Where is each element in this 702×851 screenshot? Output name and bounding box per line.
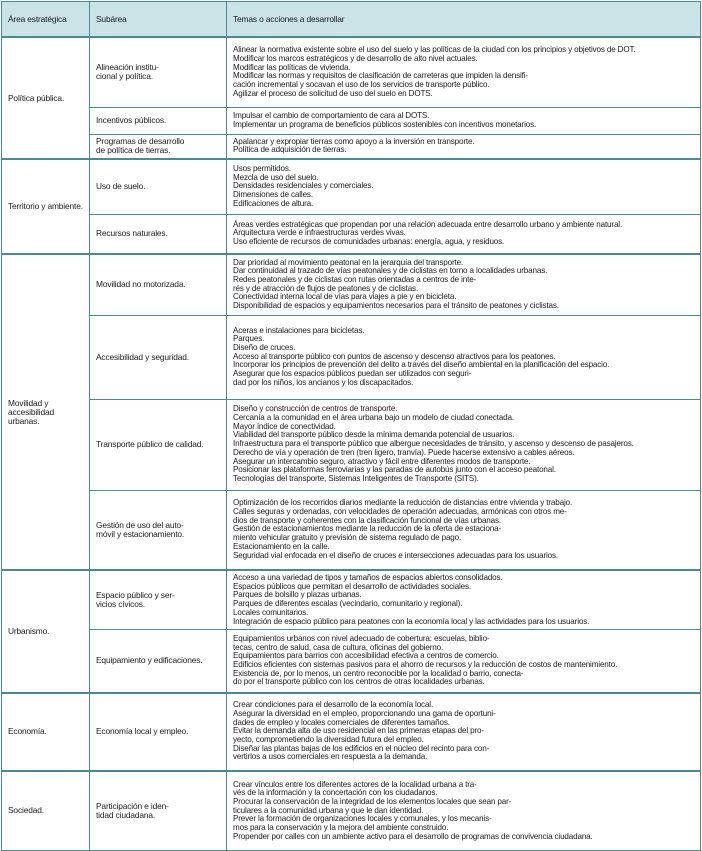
action-item: Áreas verdes estratégicas que propendan por una relación adecuada entre desarrollo urbano y ambiente natural. bbox=[233, 219, 623, 229]
action-item: Diseño y construcción de centros de transporte. bbox=[233, 404, 398, 414]
subarea-label-line: Economía local y empleo. bbox=[96, 726, 189, 737]
header-area-label: Área estratégica bbox=[8, 13, 67, 24]
table-row bbox=[2, 490, 701, 570]
subarea-label-line: Transporte público de calidad. bbox=[96, 439, 204, 449]
subarea-label-line: Alineación institu- bbox=[96, 62, 159, 73]
action-item: Optimización de los recorridos diarios mediante la reducción de distancias entre vivienda y trabajo. bbox=[233, 498, 573, 508]
action-item: Tecnologías del transporte, Sistemas Inteligentes de Transporte (SITS). bbox=[233, 473, 479, 483]
action-item: tecas, centro de salud, casa de cultura, oficinas del gobierno. bbox=[233, 642, 444, 652]
action-item: Usos permitidos. bbox=[233, 163, 291, 173]
subarea-label-line: Uso de suelo. bbox=[96, 181, 146, 192]
action-item: ticulares a la comunidad urbana y que le dan identidad. bbox=[233, 805, 424, 815]
action-item: Edificios eficientes con sistemas pasivos para el ahorro de recursos y la reducción de costos de mantenimiento. bbox=[233, 659, 618, 669]
action-item: Apalancar y expropiar tierras como apoyo a la inversión en transporte. bbox=[233, 136, 475, 146]
action-item: Integración de espacio público para peatones con la economía local y las actividades para los usuarios. bbox=[233, 616, 590, 626]
action-item: Crear vínculos entre los diferentes actores de la localidad urbana a tra- bbox=[233, 779, 477, 789]
subarea-label-line: cional y política. bbox=[96, 71, 153, 82]
action-item: Conectividad interna local de vías para viajes a pie y en bicicleta. bbox=[233, 292, 457, 302]
action-item: Gestión de estacionamientos mediante la reducción de la oferta de estaciona- bbox=[233, 524, 502, 534]
table-row bbox=[2, 214, 701, 254]
action-item: Crear condiciones para el desarrollo de la economía local. bbox=[233, 700, 434, 710]
table-row bbox=[2, 693, 701, 771]
area-label: Política pública. bbox=[8, 92, 65, 103]
action-item: Asegurar la diversidad en el empleo, proporcionando una gama de oportuni- bbox=[233, 708, 496, 718]
table-row bbox=[2, 107, 701, 134]
subarea-label-line: Programas de desarrollo bbox=[96, 136, 185, 147]
action-item: Asegurar un intercambio seguro, atractivo y fácil entre diferentes modos de transporte. bbox=[233, 456, 531, 466]
area-label: Economía. bbox=[8, 726, 47, 737]
action-item: dios de transporte y coherentes con la clasificación funcional de vías urbanas. bbox=[233, 515, 501, 525]
area-cell bbox=[2, 254, 90, 570]
action-item: Existencia de, por lo menos, un centro reconocible por la localidad o barrio, conecta- bbox=[233, 668, 524, 678]
action-item: Uso eficiente de recursos de comunidades urbanas: energía, agua, y residuos. bbox=[233, 237, 505, 247]
actions-cell bbox=[227, 37, 701, 107]
actions-cell bbox=[227, 159, 701, 214]
actions-cell bbox=[227, 570, 701, 630]
action-item: vertirlos a usos comerciales en respuesta a la demanda. bbox=[233, 752, 428, 762]
action-item: Dar prioridad al movimiento peatonal en la jerarquía del transporte. bbox=[233, 257, 464, 267]
actions-cell bbox=[227, 107, 701, 134]
action-item: Dar continuidad al trazado de vías peatonales y de ciclistas en torno a localidades urbanas. bbox=[233, 266, 548, 276]
action-item: Posicionar las plataformas ferroviarias y las paradas de autobús junto con el acceso peatonal. bbox=[233, 465, 556, 475]
area-cell bbox=[2, 570, 90, 693]
action-item: Prever la formación de organizaciones locales y comunales, y los mecanis- bbox=[233, 814, 492, 824]
subarea-label-line: Espacio público y ser- bbox=[96, 590, 175, 601]
action-item: Impulsar el cambio de comportamiento de cara al DOTS. bbox=[233, 110, 430, 120]
subarea-cell bbox=[90, 134, 227, 159]
action-item: Seguridad vial enfocada en el diseño de cruces e intersecciones adecuadas para los usuarios. bbox=[233, 550, 559, 560]
header-subarea: Subárea bbox=[90, 2, 227, 38]
subarea-cell bbox=[90, 315, 227, 399]
action-item: Asegurar que los espacios públicos puedan ser utilizados con seguri- bbox=[233, 369, 472, 379]
action-item: Dimensiones de calles. bbox=[233, 190, 313, 200]
action-item: miento vehicular gratuito y previsión de sistema regulado de pago. bbox=[233, 533, 462, 543]
action-item: rés y de atracción de flujos de peatones y de ciclistas. bbox=[233, 283, 419, 293]
table-row bbox=[2, 159, 701, 214]
header-area bbox=[2, 2, 90, 38]
subarea-label-line: Participación e iden- bbox=[96, 800, 169, 811]
action-item: Parques. bbox=[233, 334, 265, 344]
subarea-label-line: de política de tierras. bbox=[96, 145, 171, 156]
action-item: Acceso a una variedad de tipos y tamaños de espacios abiertos consolidados. bbox=[233, 573, 503, 582]
subarea-cell bbox=[90, 570, 227, 630]
action-item: Alinear la normativa existente sobre el uso del suelo y las políticas de la ciudad con los principios y objetivos de DOT. bbox=[233, 45, 636, 55]
action-item: Diseñar las plantas bajas de los edificios en el núcleo del recinto para con- bbox=[233, 743, 490, 753]
area-label: Urbanismo. bbox=[8, 625, 50, 636]
action-item: Cercanía a la comunidad en el área urbana bajo un modelo de ciudad conectada. bbox=[233, 413, 514, 423]
action-item: yecto, comprometiendo la diversidad futura del empleo. bbox=[233, 735, 424, 745]
area-label: Movilidad y accesibilidad urbanas. bbox=[8, 397, 55, 426]
action-item: mos para la conservación y la mejora del ambiente construido. bbox=[233, 823, 449, 833]
subarea-label-line: Incentivos públicos. bbox=[96, 115, 167, 125]
action-item: cación incremental y socavan el uso de los servicios de transporte público. bbox=[233, 79, 490, 89]
strategic-areas-table bbox=[1, 1, 701, 851]
action-item: dad por los niños, los ancianos y los discapacitados. bbox=[233, 377, 414, 387]
action-item: Derecho de vía y operación de tren (tren ligero, tranvía). Puede hacerse extensivo a cables aéreos. bbox=[233, 447, 575, 457]
action-item: Edificaciones de altura. bbox=[233, 198, 314, 208]
subarea-label-line: Recursos naturales. bbox=[96, 228, 168, 239]
subarea-cell bbox=[90, 771, 227, 851]
table-row bbox=[2, 630, 701, 693]
action-item: Evitar la demanda alta de uso residencial en las primeras etapas del pro- bbox=[233, 726, 484, 736]
action-item: Redes peatonales y de ciclistas con rutas orientadas a centros de inte- bbox=[233, 275, 477, 285]
area-cell bbox=[2, 159, 90, 254]
action-item: Arquitectura verde e infraestructuras verdes vivas. bbox=[233, 228, 406, 238]
area-cell bbox=[2, 37, 90, 159]
area-label: Territorio y ambiente. bbox=[8, 201, 83, 211]
action-item: Aceras e instalaciones para bicicletas. bbox=[233, 325, 365, 335]
action-item: Densidades residenciales y comerciales. bbox=[233, 181, 374, 191]
action-item: Parques de bolsillo y plazas urbanas. bbox=[233, 590, 362, 600]
subarea-label-line: tidad ciudadana. bbox=[96, 809, 156, 820]
actions-cell bbox=[227, 630, 701, 693]
action-item: Equipamientos para barrios con accesibilidad efectiva a centros de comercio. bbox=[233, 651, 499, 661]
table-row bbox=[2, 315, 701, 399]
subarea-label-line: Accesibilidad y seguridad. bbox=[96, 351, 189, 362]
action-item: Agilizar el proceso de solicitud de uso del suelo en DOTS. bbox=[233, 88, 433, 98]
subarea-cell bbox=[90, 630, 227, 693]
action-item: Estacionamiento en la calle. bbox=[233, 541, 330, 551]
action-item: Política de adquisición de tierras. bbox=[233, 145, 347, 155]
subarea-cell bbox=[90, 490, 227, 570]
action-item: Calles seguras y ordenadas, con velocidades de operación adecuadas, armónicas con otros me- bbox=[233, 506, 567, 516]
subarea-label-line: Movilidad no motorizada. bbox=[96, 279, 186, 290]
action-item: Infraestructura para el transporte público que albergue necesidades de tránsito, y ascenso y descenso de pasajeros. bbox=[233, 439, 634, 449]
action-item: Incorporar los principios de prevención del delito a través del diseño ambiental en la planificación del espacio. bbox=[233, 360, 610, 370]
area-label: Sociedad. bbox=[8, 805, 44, 816]
action-item: Diseño de cruces. bbox=[233, 342, 296, 352]
actions-cell bbox=[227, 771, 701, 851]
table-row bbox=[2, 399, 701, 490]
table-row bbox=[2, 37, 701, 107]
action-item: Viabilidad del transporte público desde la mínima demanda potencial de usuarios. bbox=[233, 430, 515, 440]
action-item: Mezcla de uso del suelo. bbox=[233, 172, 319, 182]
subarea-cell bbox=[90, 693, 227, 771]
action-item: Parques de diferentes escalas (vecindario, comunitario y regional). bbox=[233, 599, 463, 609]
table-header-row bbox=[2, 2, 701, 38]
action-item: Modificar los marcos estratégicos y de desarrollo de alto nivel actuales. bbox=[233, 53, 478, 63]
actions-cell bbox=[227, 214, 701, 254]
actions-cell bbox=[227, 134, 701, 159]
subarea-cell bbox=[90, 107, 227, 134]
action-item: vés de la información y la concertación con los ciudadanos. bbox=[233, 788, 438, 798]
header-actions: Temas o acciones a desarrollar bbox=[227, 2, 701, 38]
action-item: dades de empleo y locales comerciales de diferentes tamaños. bbox=[233, 717, 450, 727]
subarea-cell bbox=[90, 159, 227, 214]
actions-cell bbox=[227, 490, 701, 570]
subarea-label-line: vicios cívicos. bbox=[96, 599, 145, 610]
actions-cell bbox=[227, 693, 701, 771]
actions-cell bbox=[227, 399, 701, 490]
action-item: Modificar las normas y requisitos de clasificación de carreteras que impiden la densifi- bbox=[233, 71, 528, 81]
area-cell bbox=[2, 693, 90, 771]
subarea-label-line: móvil y estacionamiento. bbox=[96, 528, 185, 539]
subarea-label-line: Gestión de uso del auto- bbox=[96, 519, 184, 530]
action-item: Disponibilidad de espacios y equipamientos necesarios para el tránsito de peatones y ciclistas. bbox=[233, 301, 559, 311]
action-item: Equipamientos urbanos con nivel adecuado de cobertura: escuelas, biblio- bbox=[233, 633, 490, 643]
area-cell bbox=[2, 771, 90, 851]
action-item: Implementar un programa de beneficios públicos sostenibles con incentivos monetarios. bbox=[233, 119, 537, 129]
actions-cell bbox=[227, 254, 701, 315]
table-row bbox=[2, 570, 701, 630]
table-row bbox=[2, 254, 701, 315]
action-item: do por el transporte público con los centros de otras localidades urbanas. bbox=[233, 677, 485, 687]
table-body bbox=[2, 37, 701, 851]
subarea-cell bbox=[90, 214, 227, 254]
subarea-cell bbox=[90, 254, 227, 315]
table-row bbox=[2, 134, 701, 159]
action-item: Mayor índice de conectividad. bbox=[233, 421, 336, 431]
action-item: Espacios públicos que permitan el desarrollo de actividades sociales. bbox=[233, 581, 471, 591]
action-item: Locales comunitarios. bbox=[233, 607, 309, 617]
action-item: Modificar las políticas de vivienda. bbox=[233, 62, 351, 72]
action-item: Procurar la conservación de la integridad de los elementos locales que sean par- bbox=[233, 796, 512, 806]
subarea-label-line: Equipamiento y edificaciones. bbox=[96, 655, 203, 666]
subarea-cell bbox=[90, 399, 227, 490]
table-row bbox=[2, 771, 701, 851]
subarea-cell bbox=[90, 37, 227, 107]
action-item: Acceso al transporte público con puntos de ascenso y descenso atractivos para los peatones. bbox=[233, 351, 556, 361]
action-item: Propender por calles con un ambiente activo para el desarrollo de programas de convivencia ciudadana. bbox=[233, 831, 593, 841]
actions-cell bbox=[227, 315, 701, 399]
